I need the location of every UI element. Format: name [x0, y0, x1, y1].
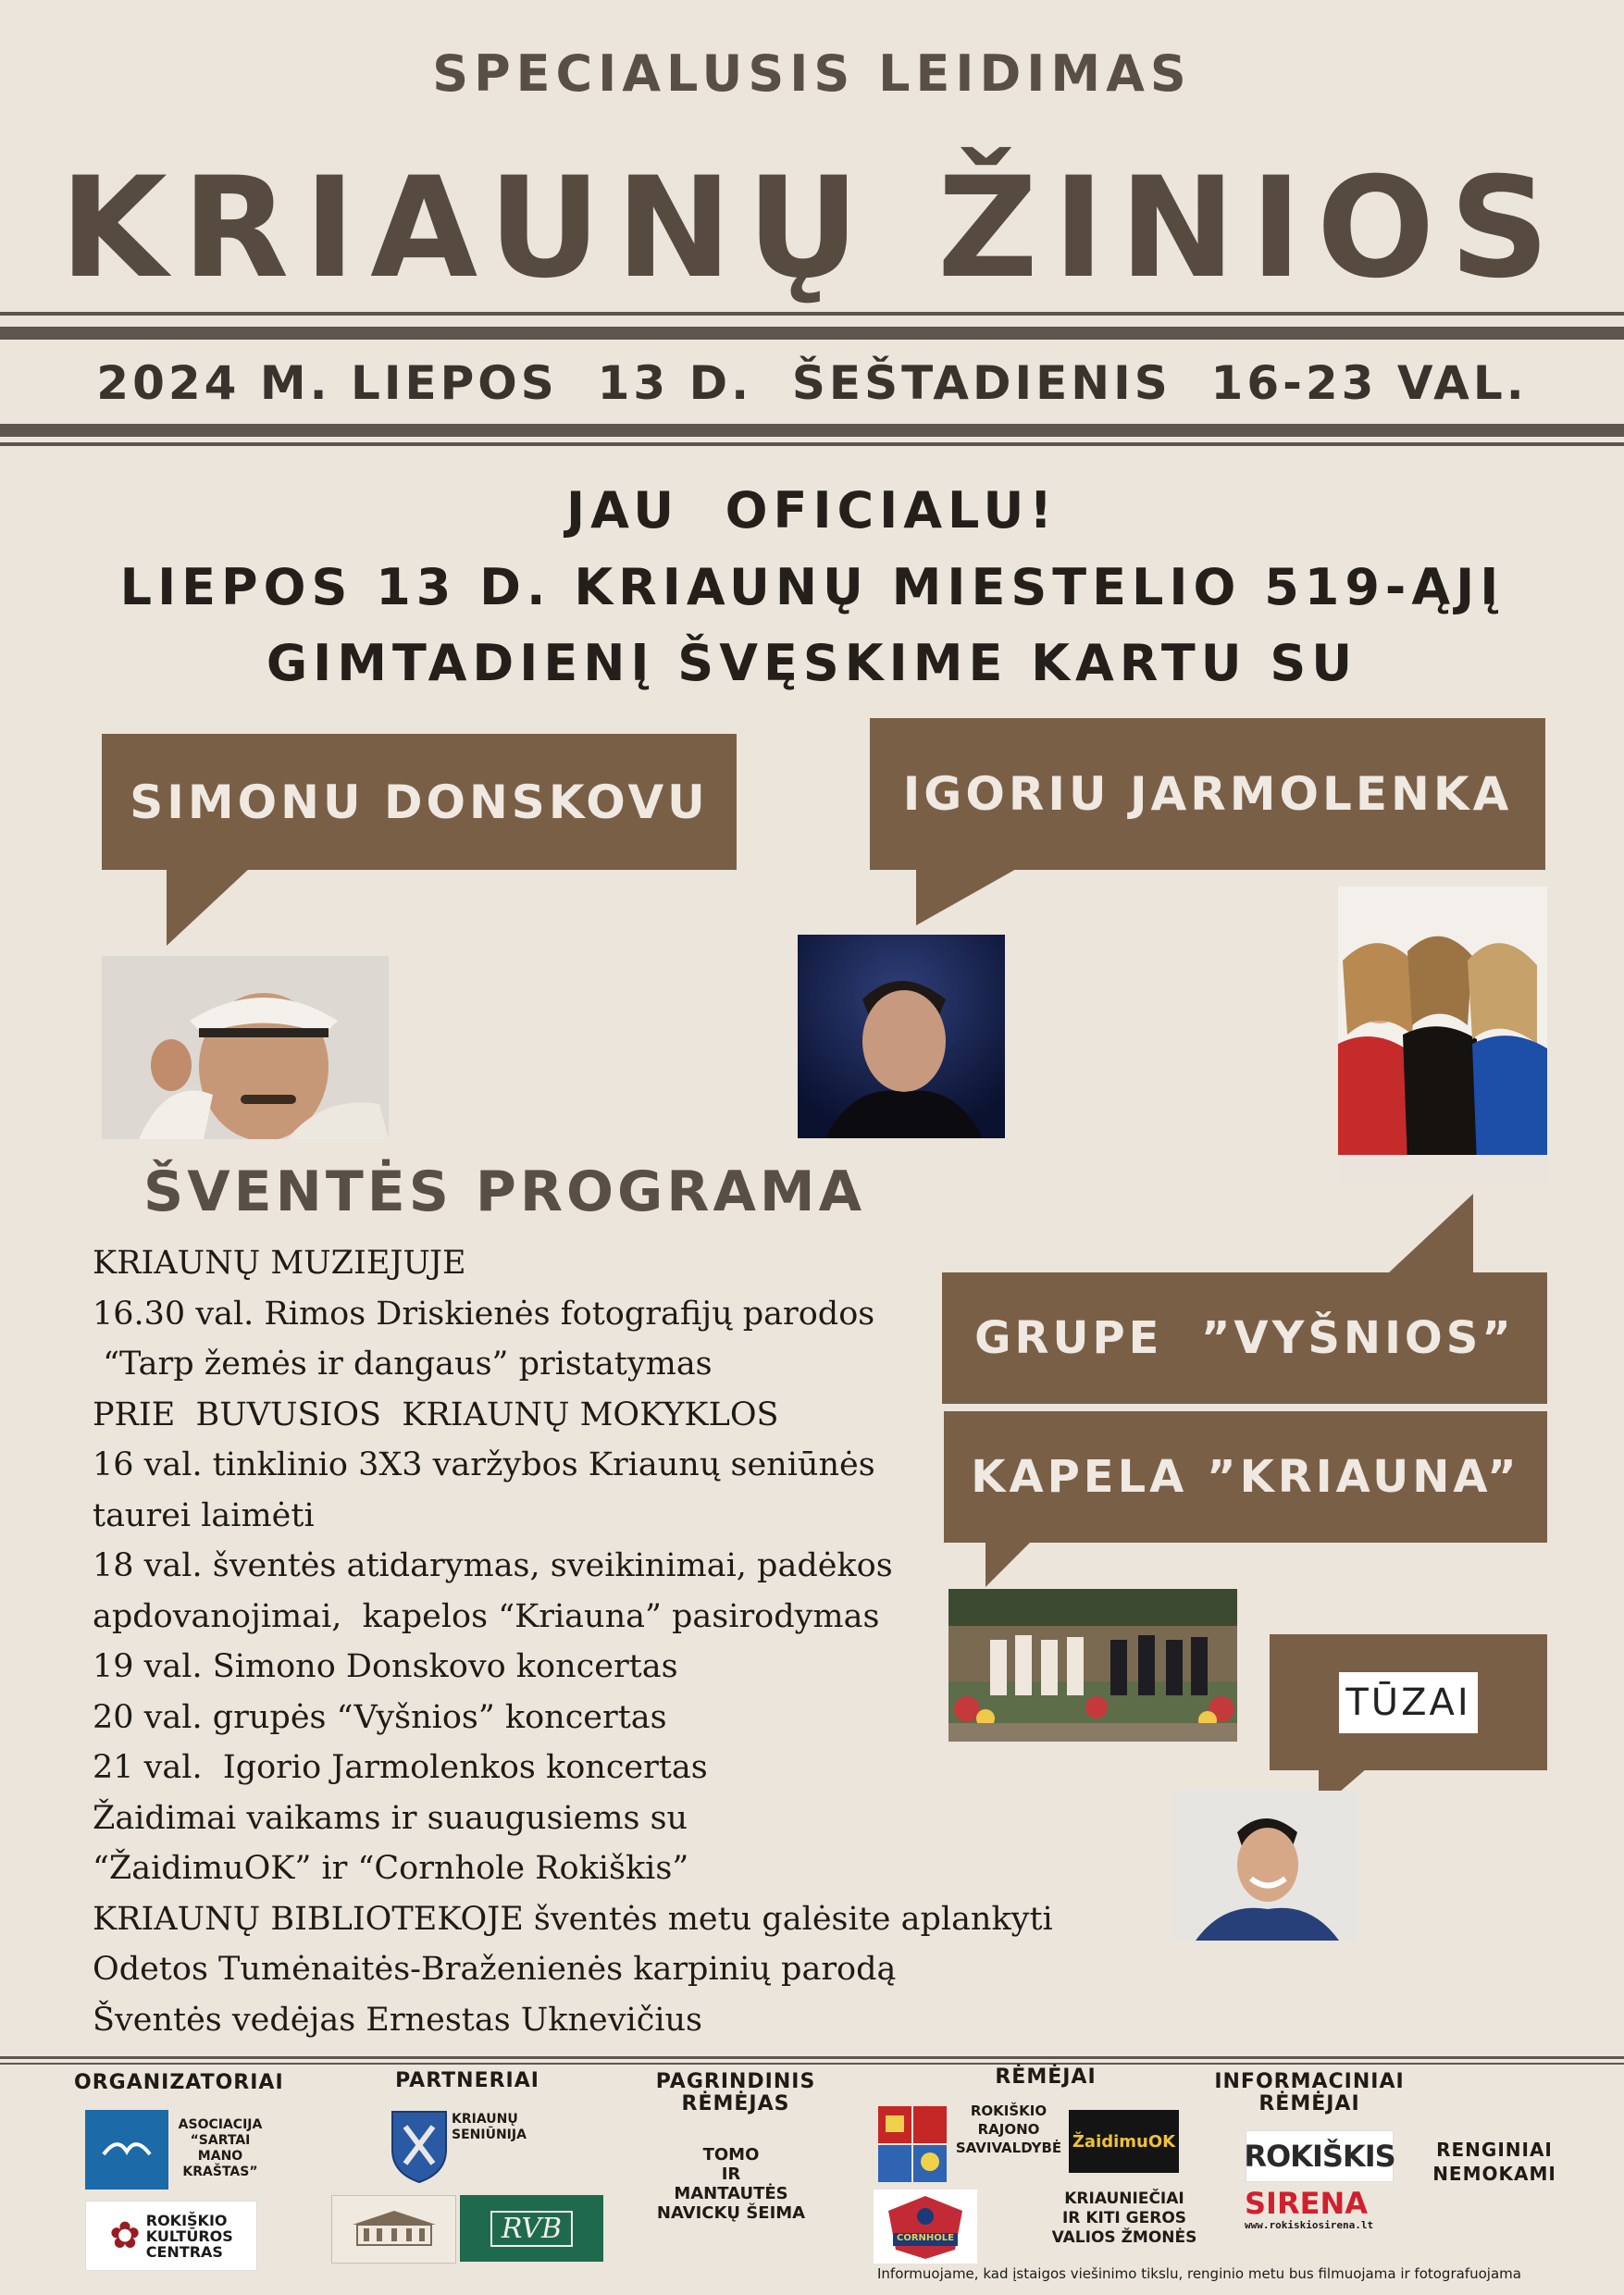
intro-line-1: JAU OFICIALU!	[565, 481, 1059, 540]
bubble-vysnios	[942, 1272, 1547, 1404]
assoc-logo	[85, 2110, 168, 2190]
zaidimuok-text: ŽaidimuOK	[1072, 2131, 1176, 2152]
intro-line-2: LIEPOS 13 D. KRIAUNŲ MIESTELIO 519-ĄJĮ	[119, 558, 1505, 616]
locals-text: KRIAUNIEČIAI IR KITI GEROS VALIOS ŽMONĖS	[1051, 2190, 1197, 2247]
museum-logo	[331, 2195, 456, 2264]
photo-vysnios	[1338, 887, 1547, 1185]
main-sponsor-title: PAGRINDINIS RĖMĖJAS	[655, 2070, 816, 2115]
rokiskis-text: ROKIŠKIS	[1244, 2139, 1395, 2174]
rule-bottom-1	[0, 424, 1624, 437]
program-line: 20 val. grupės “Vyšnios” koncertas	[93, 1698, 667, 1736]
assoc-text: ASOCIACIJA “SARTAI MANO KRAŠTAS”	[178, 2117, 263, 2179]
kicker: SPECIALUSIS LEIDIMAS	[432, 44, 1192, 103]
municipality-coat-icon	[876, 2104, 948, 2184]
bubble-tuzai	[1270, 1634, 1547, 1770]
photo-igoris	[798, 935, 1005, 1138]
municipality-logo	[876, 2104, 948, 2184]
sirena-url: www.rokiskiosirena.lt	[1245, 2219, 1374, 2231]
program-line: taurei laimėti	[93, 1496, 315, 1534]
bubble-igoris	[870, 718, 1545, 870]
footer-rule-2	[0, 2063, 1624, 2065]
municipality-text: ROKIŠKIO RAJONO SAVIVALDYBĖ	[955, 2103, 1062, 2156]
program-line: 19 val. Simono Donskovo koncertas	[93, 1648, 678, 1685]
bubble-vysnios-tail	[1388, 1194, 1473, 1273]
culture-centre-logo	[85, 2201, 257, 2271]
seniunija-text: KRIAUNŲ SENIŪNIJA	[452, 2112, 527, 2142]
sirena-logo	[1245, 2188, 1393, 2232]
bubble-simonas	[102, 734, 737, 870]
program-line: KRIAUNŲ MUZIEJUJE	[93, 1245, 466, 1282]
photo-simonas	[102, 956, 389, 1139]
cornhole-logo	[874, 2190, 977, 2264]
supporters-title: RĖMĖJAI	[995, 2066, 1097, 2089]
bubble-igoris-tail	[916, 868, 1018, 925]
bubble-kapela	[944, 1411, 1547, 1543]
photo-kapela	[948, 1589, 1237, 1742]
program-line: Odetos Tumėnaitės-Braženienės karpinių parodą	[93, 1951, 897, 1988]
sirena-text: SIRENA	[1245, 2186, 1368, 2221]
bubble-simonas-label: SIMONU DONSKOVU	[130, 775, 709, 829]
program-line: PRIE BUVUSIOS KRIAUNŲ MOKYKLOS	[93, 1396, 779, 1433]
rvb-text: RVB	[490, 2211, 573, 2247]
page-title: KRIAUNŲ ŽINIOS	[59, 148, 1565, 309]
program-line: 16 val. tinklinio 3X3 varžybos Kriaunų seniūnės	[93, 1446, 875, 1483]
program-line: Šventės vedėjas Ernestas Uknevičius	[93, 2001, 703, 2039]
program-line: “Tarp žemės ir dangaus” pristatymas	[93, 1346, 713, 1383]
program-line: Žaidimai vaikams ir suaugusiems su	[93, 1799, 688, 1837]
rule-top-2	[0, 327, 1624, 340]
culture-centre-icon: ✿	[109, 2214, 141, 2257]
cornhole-badge-icon	[879, 2192, 972, 2261]
coat-of-arms-icon	[389, 2108, 450, 2184]
seagull-icon	[99, 2131, 155, 2168]
cornhole-text: CORNHOLE	[897, 2233, 954, 2243]
bubble-kapela-tail	[986, 1541, 1032, 1587]
culture-centre-text: ROKIŠKIO KULTŪROS CENTRAS	[145, 2211, 233, 2261]
program-title: ŠVENTĖS PROGRAMA	[143, 1160, 866, 1224]
program-line: apdovanojimai, kapelos “Kriauna” pasirodymas	[93, 1597, 880, 1635]
seniunija-logo	[389, 2108, 450, 2184]
tuzai-logo-text: TŪZAI	[1345, 1681, 1471, 1724]
bubble-vysnios-label: GRUPE ”VYŠNIOS”	[974, 1312, 1515, 1364]
program-line: 21 val. Igorio Jarmolenkos koncertas	[93, 1749, 708, 1786]
rule-top-1	[0, 312, 1624, 316]
tuzai-logo	[1339, 1672, 1478, 1733]
program-line: “ŽaidimuOK” ir “Cornhole Rokiškis”	[93, 1850, 689, 1887]
bubble-kapela-label: KAPELA ”KRIAUNA”	[971, 1451, 1520, 1503]
zaidimuok-logo	[1069, 2110, 1179, 2173]
building-icon	[343, 2206, 445, 2252]
program-line: 18 val. šventės atidarymas, sveikinimai, padėkos	[93, 1547, 893, 1584]
rule-bottom-2	[0, 442, 1624, 446]
program-line: 16.30 val. Rimos Driskienės fotografijų parodos	[93, 1295, 875, 1333]
bubble-simonas-tail	[167, 868, 250, 946]
footer-rule-1	[0, 2056, 1624, 2059]
main-sponsor-text: TOMO IR MANTAUTĖS NAVICKŲ ŠEIMA	[656, 2145, 806, 2223]
date-line: 2024 M. LIEPOS 13 D. ŠEŠTADIENIS 16-23 VAL.	[96, 356, 1528, 410]
organizers-title: ORGANIZATORIAI	[74, 2071, 284, 2094]
rokiskis-logo	[1246, 2130, 1394, 2182]
free-events-text: RENGINIAI NEMOKAMI	[1432, 2139, 1556, 2185]
photo-tuzai	[1172, 1791, 1357, 1941]
partners-title: PARTNERIAI	[395, 2069, 539, 2092]
info-sponsors-title: INFORMACINIAI RĖMĖJAI	[1214, 2070, 1405, 2115]
disclaimer: Informuojame, kad įstaigos viešinimo tikslu, renginio metu bus filmuojama ir fotografuojama	[877, 2265, 1521, 2282]
rvb-logo	[460, 2195, 603, 2262]
intro-line-3: GIMTADIENĮ ŠVĘSKIME KARTU SU	[266, 634, 1358, 692]
bubble-igoris-label: IGORIU JARMOLENKA	[902, 767, 1513, 821]
program-line: KRIAUNŲ BIBLIOTEKOJE šventės metu galėsite aplankyti	[93, 1900, 1053, 1938]
